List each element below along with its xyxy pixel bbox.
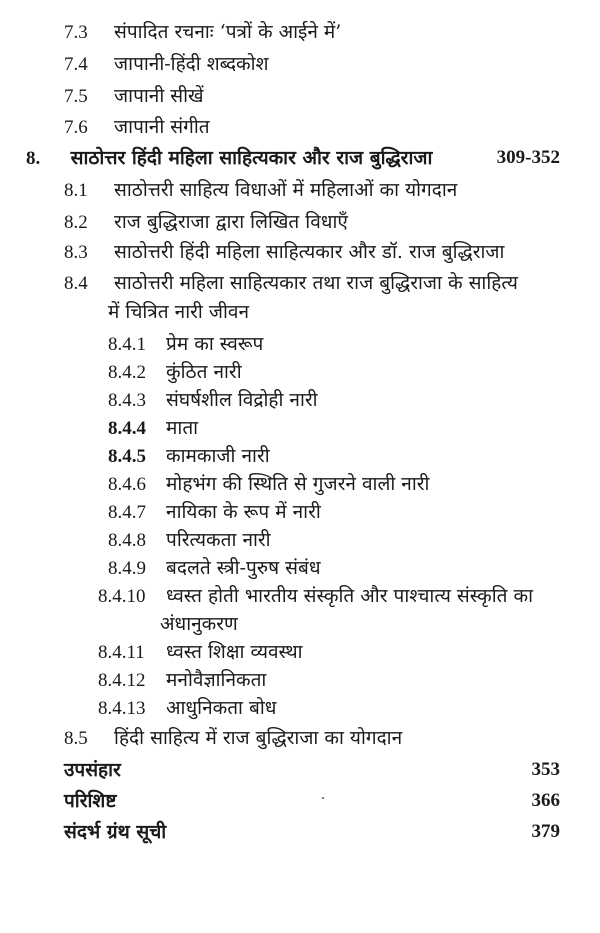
appendix-page-number: 366 [531, 790, 560, 811]
entry-title: ध्वस्त शिक्षा व्यवस्था [166, 641, 303, 663]
toc-conclusion [64, 756, 121, 784]
chapter-title: साठोत्तर हिंदी महिला साहित्यकार और राज बुद्धिराजा [70, 147, 433, 169]
entry-number: 8.4.11 [98, 642, 145, 663]
toc-chapter-8-heading [26, 144, 432, 173]
toc-subentry-8-4-11 [98, 638, 303, 667]
chapter-number: 8. [26, 148, 41, 169]
conclusion-page-number: 353 [531, 759, 560, 780]
chapter-page-range: 309-352 [496, 147, 560, 168]
entry-number: 8.4.5 [108, 446, 146, 467]
toc-subentry-8-4-9 [108, 554, 321, 583]
entry-title: परित्यकता नारी [166, 529, 271, 551]
scan-speck [322, 797, 324, 799]
toc-entry-8-4-continued [108, 298, 249, 326]
entry-title: कुंठित नारी [166, 361, 242, 383]
entry-title: नायिका के रूप में नारी [166, 501, 321, 523]
toc-entry-7-5 [64, 82, 204, 111]
toc-entry-8-5 [64, 724, 402, 753]
entry-number: 8.4.13 [98, 698, 146, 719]
entry-title: संघर्षशील विद्रोही नारी [166, 389, 318, 411]
entry-number: 8.4.10 [98, 586, 146, 607]
entry-title: जापानी संगीत [114, 116, 210, 138]
entry-title: मोहभंग की स्थिति से गुजरने वाली नारी [166, 473, 430, 495]
entry-number: 8.4.6 [108, 474, 146, 495]
entry-number: 7.3 [64, 22, 88, 43]
entry-title: साठोत्तरी साहित्य विधाओं में महिलाओं का योगदान [114, 179, 458, 201]
toc-subentry-8-4-7 [108, 498, 321, 527]
toc-subentry-8-4-1 [108, 330, 263, 359]
entry-number: 8.1 [64, 180, 88, 201]
toc-subentry-8-4-13 [98, 694, 276, 723]
entry-title-line-2: अंधानुकरण [160, 613, 238, 635]
entry-title: साठोत्तरी हिंदी महिला साहित्यकार और डॉ. राज बुद्धिराजा [114, 241, 505, 263]
toc-subentry-8-4-8 [108, 526, 271, 555]
entry-title-line-1: ध्वस्त होती भारतीय संस्कृति और पाश्चात्य संस्कृति का [166, 585, 534, 607]
entry-number: 8.4.8 [108, 530, 146, 551]
entry-title-line-2: में चित्रित नारी जीवन [108, 301, 249, 323]
entry-title: उपसंहार [64, 759, 121, 781]
entry-number: 8.4.4 [108, 418, 146, 439]
entry-number: 8.4.2 [108, 362, 146, 383]
entry-number: 8.4.7 [108, 502, 146, 523]
entry-title: परिशिष्ट [64, 790, 117, 812]
entry-number: 8.4.3 [108, 390, 146, 411]
entry-number: 8.4 [64, 273, 88, 294]
entry-title: संपादित रचनाः ‘पत्रों के आईने में’ [114, 21, 342, 43]
toc-subentry-8-4-5 [108, 442, 270, 471]
toc-subentry-8-4-3 [108, 386, 318, 415]
entry-number: 8.4.9 [108, 558, 146, 579]
entry-number: 8.5 [64, 728, 88, 749]
toc-subentry-8-4-4 [108, 414, 198, 443]
entry-title: कामकाजी नारी [166, 445, 270, 467]
entry-title: संदर्भ ग्रंथ सूची [64, 821, 167, 843]
entry-number: 8.4.1 [108, 334, 146, 355]
entry-title: बदलते स्त्री-पुरुष संबंध [166, 557, 321, 579]
toc-entry-8-3 [64, 238, 504, 267]
entry-number: 7.5 [64, 86, 88, 107]
toc-entry-8-1 [64, 176, 457, 205]
entry-number: 7.6 [64, 117, 88, 138]
entry-title: मनोवैज्ञानिकता [166, 669, 267, 691]
toc-entry-8-4 [64, 269, 518, 298]
entry-number: 8.2 [64, 212, 88, 233]
toc-subentry-8-4-2 [108, 358, 242, 387]
toc-entry-7-3 [64, 18, 341, 47]
bibliography-page-number: 379 [531, 821, 560, 842]
toc-entry-7-6 [64, 113, 210, 142]
toc-subentry-8-4-10-continued [160, 610, 238, 638]
entry-title: प्रेम का स्वरूप [166, 333, 264, 355]
toc-entry-7-4 [64, 50, 269, 79]
toc-appendix [64, 787, 116, 815]
entry-title-line-1: साठोत्तरी महिला साहित्यकार तथा राज बुद्धिराजा के साहित्य [114, 272, 518, 294]
toc-subentry-8-4-12 [98, 666, 266, 695]
entry-title: हिंदी साहित्य में राज बुद्धिराजा का योगदान [114, 727, 403, 749]
toc-subentry-8-4-10 [98, 582, 533, 611]
entry-title: राज बुद्धिराजा द्वारा लिखित विधाएँ [114, 211, 348, 233]
entry-title: माता [166, 417, 199, 439]
entry-title: जापानी-हिंदी शब्दकोश [114, 53, 269, 75]
toc-bibliography [64, 818, 166, 846]
entry-number: 8.3 [64, 242, 88, 263]
toc-entry-8-2 [64, 208, 348, 237]
toc-subentry-8-4-6 [108, 470, 429, 499]
entry-title: आधुनिकता बोध [166, 697, 277, 719]
entry-title: जापानी सीखें [114, 85, 204, 107]
entry-number: 7.4 [64, 54, 88, 75]
entry-number: 8.4.12 [98, 670, 146, 691]
